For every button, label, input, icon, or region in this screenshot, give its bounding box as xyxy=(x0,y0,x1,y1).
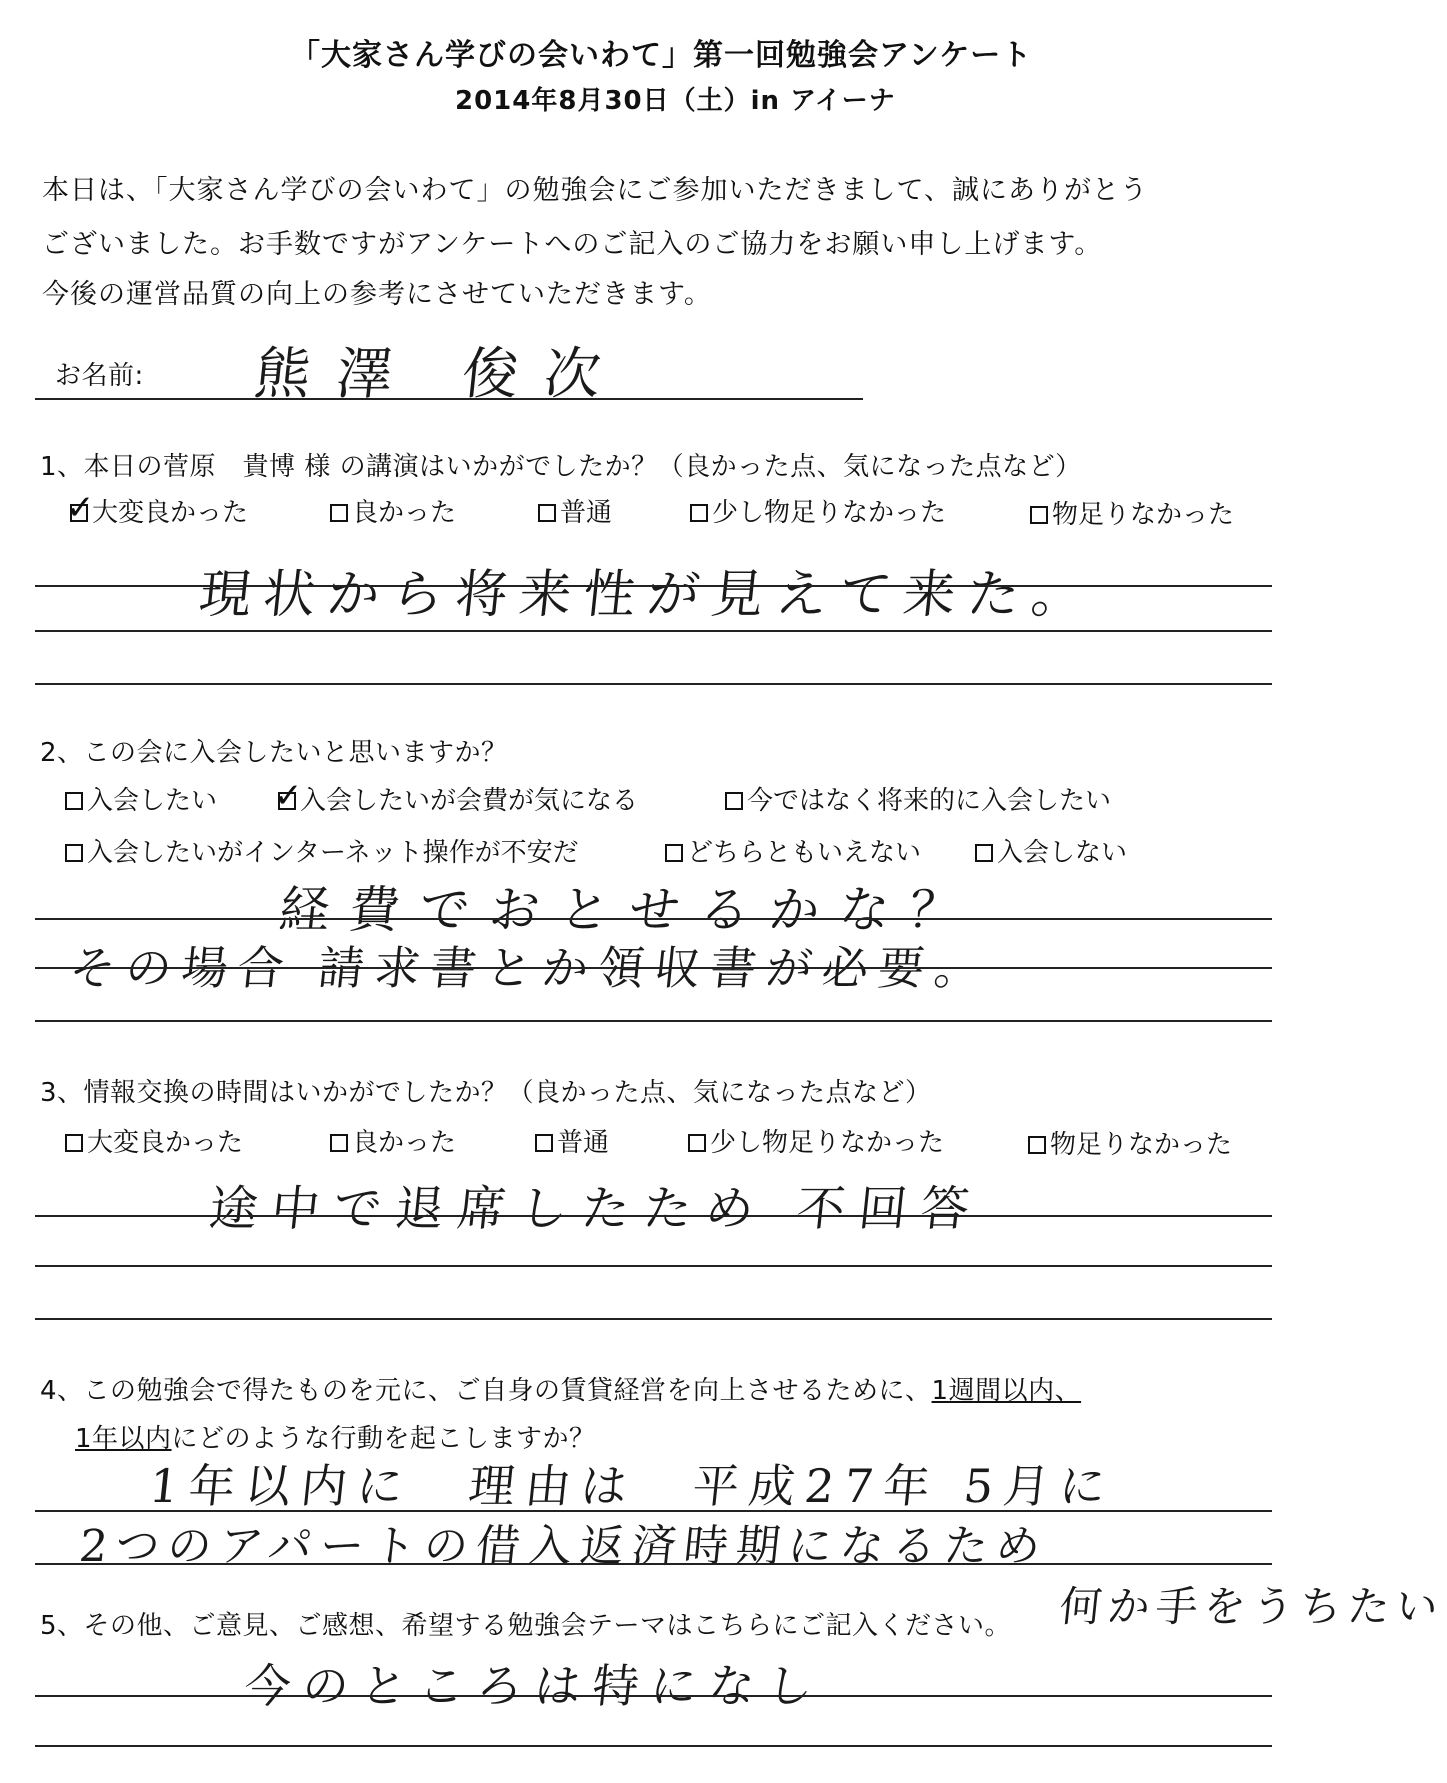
q4-line-2 xyxy=(35,1563,1272,1565)
option-label: 普通 xyxy=(560,498,613,528)
q1-option-normal[interactable] xyxy=(538,492,612,529)
intro-line-2: ございました。お手数ですがアンケートへのご記入のご協力をお願い申し上げます。 xyxy=(42,229,1103,260)
q1-option-good[interactable] xyxy=(330,492,456,529)
checkbox-icon[interactable] xyxy=(330,504,348,522)
q3-line-2 xyxy=(35,1265,1272,1267)
option-label: 少し物足りなかった xyxy=(712,498,947,528)
option-label: 今ではなく将来的に入会したい xyxy=(747,786,1112,816)
option-label: 良かった xyxy=(352,1128,457,1158)
checkbox-icon[interactable] xyxy=(65,844,83,862)
option-label: 入会したいが会費が気になる xyxy=(300,786,639,816)
q1-question: 1、本日の菅原 貴博 様 の講演はいかがでしたか？（良かった点、気になった点など） xyxy=(40,452,1082,482)
option-label: 入会したいがインターネット操作が不安だ xyxy=(87,838,579,868)
name-underline xyxy=(35,398,863,400)
checkmark-icon: ✓ xyxy=(274,776,303,816)
option-label: 大変良かった xyxy=(87,1128,244,1158)
checkbox-icon[interactable] xyxy=(65,1134,83,1152)
q4-answer-line-2[interactable]: 2つのアパートの借入返済時期になるため xyxy=(76,1521,1051,1572)
q1-option-slightly-lacking[interactable] xyxy=(690,492,946,529)
q5-line-2 xyxy=(35,1745,1272,1747)
checkbox-icon[interactable] xyxy=(1028,1136,1046,1154)
checkbox-icon[interactable] xyxy=(535,1134,553,1152)
option-label: 少し物足りなかった xyxy=(710,1128,945,1158)
option-label: 大変良かった xyxy=(92,498,249,528)
name-value[interactable]: 熊澤 俊次 xyxy=(251,342,630,407)
name-label: お名前: xyxy=(55,361,144,391)
q1-line-2 xyxy=(35,630,1272,632)
q3-option-good[interactable] xyxy=(330,1122,456,1159)
intro-line-1: 本日は、「大家さん学びの会いわて」の勉強会にご参加いただきまして、誠にありがとう xyxy=(42,175,1148,206)
q1-answer[interactable]: 現状から将来性が見えて来た。 xyxy=(196,565,1099,625)
q5-question: 5、その他、ご意見、ご感想、希望する勉強会テーマはこちらにご記入ください。 xyxy=(40,1611,1012,1641)
option-label: 物足りなかった xyxy=(1050,1130,1233,1160)
q2-option-join-fee-concern[interactable] xyxy=(274,776,639,817)
checkbox-icon[interactable] xyxy=(975,844,993,862)
q4-question-line-1 xyxy=(40,1370,1081,1407)
intro-line-3: 今後の運営品質の向上の参考にさせていただきます。 xyxy=(42,279,712,310)
q3-answer[interactable]: 途中で退席したため 不回答 xyxy=(206,1181,986,1237)
survey-title: 「大家さん学びの会いわて」第一回勉強会アンケート xyxy=(290,38,1033,73)
q2-answer-line-2[interactable]: その場合 請求書とか領収書が必要。 xyxy=(66,941,994,995)
q2-line-1 xyxy=(35,918,1272,920)
option-label: 良かった xyxy=(352,498,457,528)
checkbox-icon[interactable] xyxy=(1030,506,1048,524)
q5-line-1 xyxy=(35,1695,1272,1697)
q4-answer-line-1[interactable]: 1年以内に 理由は 平成27年 5月に xyxy=(146,1459,1119,1513)
q2-line-3 xyxy=(35,1020,1272,1022)
q2-option-join[interactable] xyxy=(65,780,217,817)
q3-option-slightly-lacking[interactable] xyxy=(688,1122,944,1159)
checkbox-icon[interactable] xyxy=(688,1134,706,1152)
q4-question-year: 1年以内 xyxy=(75,1424,172,1454)
option-label: 入会しない xyxy=(997,838,1128,868)
q2-option-undecided[interactable] xyxy=(665,832,921,869)
q5-answer[interactable]: 今のところは特になし xyxy=(241,1659,828,1713)
option-label: どちらともいえない xyxy=(687,838,922,868)
checkbox-icon[interactable] xyxy=(274,776,303,816)
q4-question-week: 1週間以内、 xyxy=(931,1376,1082,1406)
checkmark-icon: ✓ xyxy=(66,488,95,528)
option-label: 入会したい xyxy=(87,786,218,816)
q2-line-2 xyxy=(35,967,1272,969)
q1-option-very-good[interactable] xyxy=(66,488,249,529)
q1-line-1 xyxy=(35,585,1272,587)
checkbox-icon[interactable] xyxy=(65,792,83,810)
q1-option-lacking[interactable] xyxy=(1030,494,1234,531)
q3-line-1 xyxy=(35,1215,1272,1217)
q2-option-no-join[interactable] xyxy=(975,832,1127,869)
option-label: 普通 xyxy=(557,1128,610,1158)
checkbox-icon[interactable] xyxy=(66,488,95,528)
checkbox-icon[interactable] xyxy=(665,844,683,862)
q2-option-join-internet-concern[interactable] xyxy=(65,832,579,869)
q3-option-normal[interactable] xyxy=(535,1122,609,1159)
option-label: 物足りなかった xyxy=(1052,500,1235,530)
q4-question-pre: 4、この勉強会で得たものを元に、ご自身の賃貸経営を向上させるために、 xyxy=(40,1376,932,1406)
q3-option-lacking[interactable] xyxy=(1028,1124,1232,1161)
q2-question: 2、この会に入会したいと思いますか？ xyxy=(40,738,508,768)
q3-option-very-good[interactable] xyxy=(65,1122,243,1159)
q3-question: 3、情報交換の時間はいかがでしたか？（良かった点、気になった点など） xyxy=(40,1078,932,1108)
checkbox-icon[interactable] xyxy=(690,504,708,522)
q1-line-3 xyxy=(35,683,1272,685)
checkbox-icon[interactable] xyxy=(725,792,743,810)
q2-answer-line-1[interactable]: 経費でおとせるかな？ xyxy=(276,881,983,939)
q4-line-1 xyxy=(35,1510,1272,1512)
checkbox-icon[interactable] xyxy=(330,1134,348,1152)
checkbox-icon[interactable] xyxy=(538,504,556,522)
q4-question-post: にどのような行動を起こしますか？ xyxy=(171,1424,596,1454)
q4-answer-line-3[interactable]: 何か手をうちたい xyxy=(1057,1582,1447,1631)
survey-date: 2014年8月30日（土）in アイーナ xyxy=(455,86,896,116)
q2-option-join-later[interactable] xyxy=(725,780,1111,817)
q3-line-3 xyxy=(35,1318,1272,1320)
